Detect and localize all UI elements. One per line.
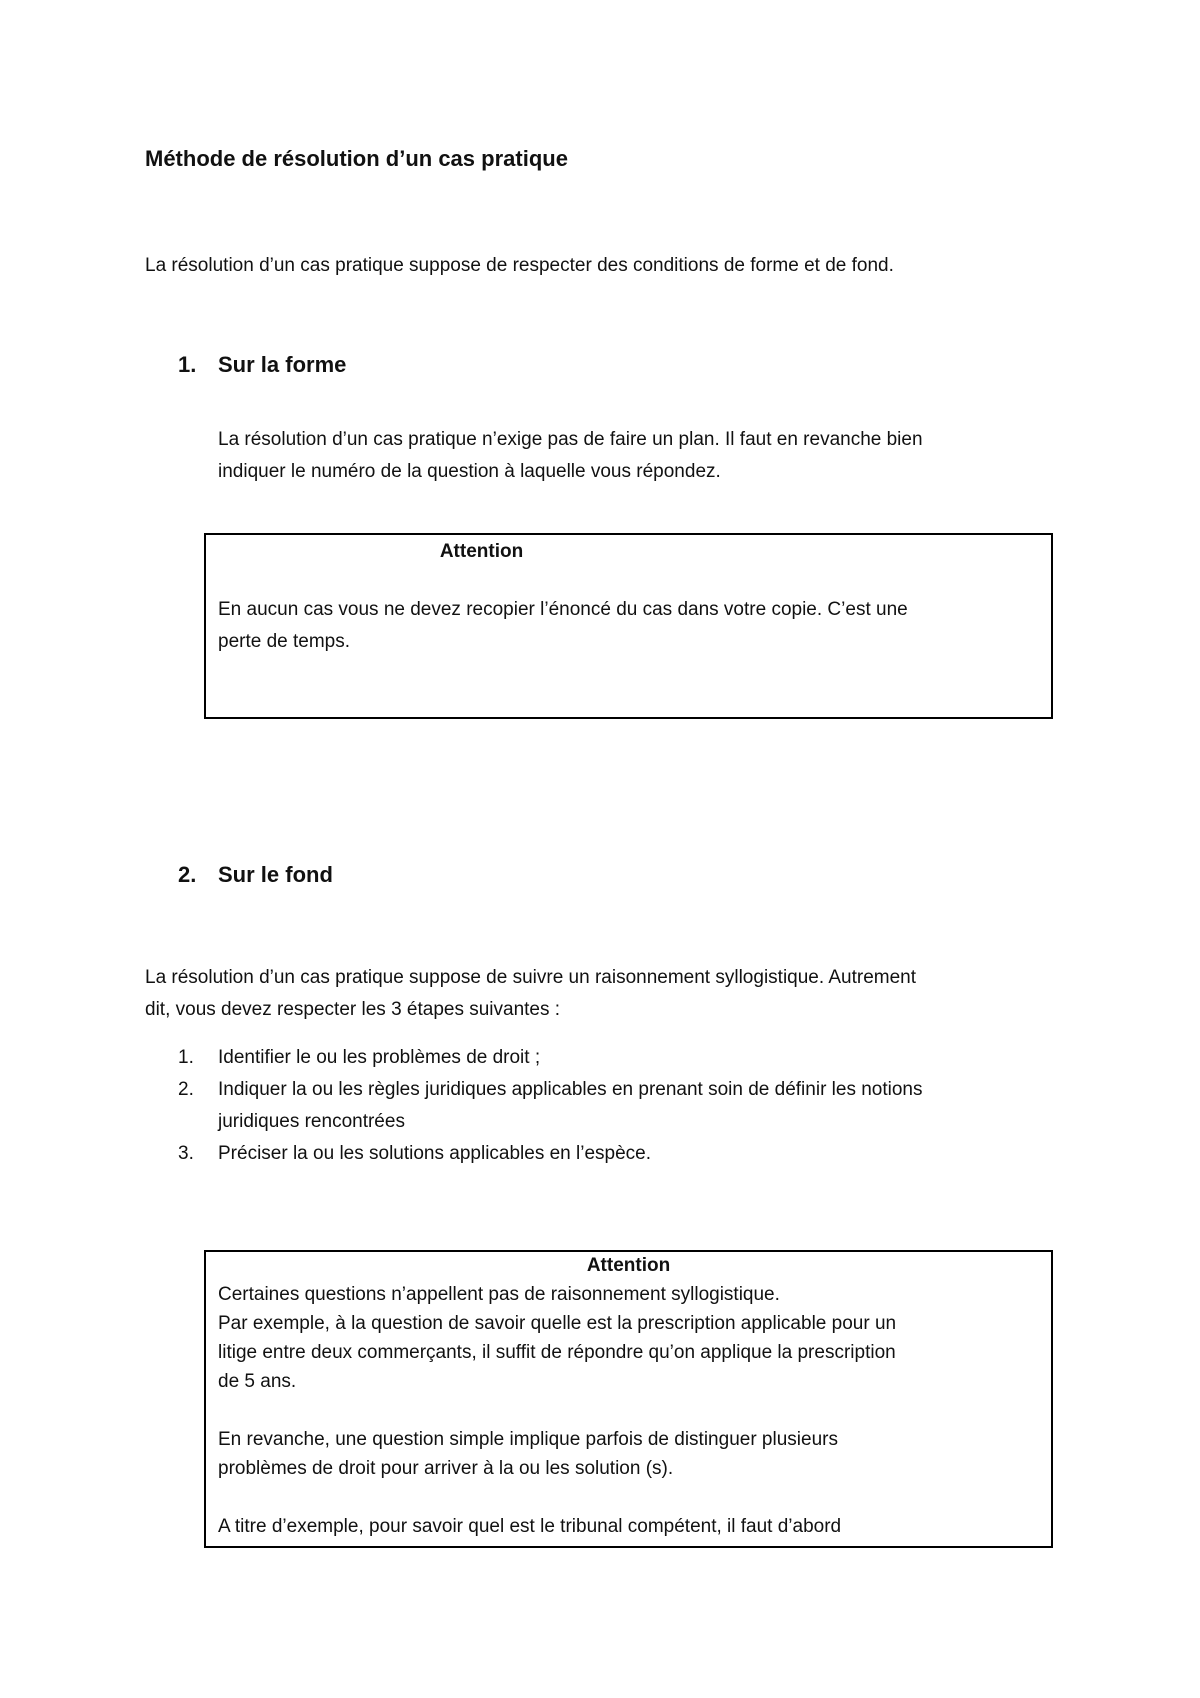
paragraph-line: La résolution d’un cas pratique n’exige pas de faire un plan. Il faut en revanche bien	[218, 429, 923, 450]
section-heading-text: Sur le fond	[218, 862, 333, 887]
attention-box-title: Attention	[586, 1255, 671, 1276]
paragraph-gap	[218, 1483, 896, 1512]
steps-list	[178, 1042, 923, 1170]
list-item-number: 1.	[178, 1047, 194, 1068]
intro-paragraph: La résolution d’un cas pratique suppose de respecter des conditions de forme et de fond.	[145, 255, 894, 276]
list-item-number: 3.	[178, 1143, 194, 1164]
document-title: Méthode de résolution d’un cas pratique	[145, 146, 568, 171]
paragraph-line: La résolution d’un cas pratique suppose de suivre un raisonnement syllogistique. Autrement	[145, 967, 917, 988]
attention-box-body	[218, 1280, 896, 1541]
attention-box-body	[218, 594, 908, 658]
list-item-line: Indiquer la ou les règles juridiques applicables en prenant soin de définir les notions	[218, 1079, 923, 1100]
fond-paragraph	[145, 962, 916, 1026]
forme-paragraph	[218, 424, 923, 488]
box-line: litige entre deux commerçants, il suffit de répondre qu’on applique la prescription	[218, 1342, 896, 1363]
list-item	[178, 1138, 923, 1170]
list-item-line: Identifier le ou les problèmes de droit ;	[218, 1047, 541, 1068]
box-line: de 5 ans.	[218, 1371, 297, 1392]
list-item	[178, 1042, 923, 1074]
list-item-number: 2.	[178, 1079, 194, 1100]
section-heading-forme	[178, 352, 346, 378]
box-line: A titre d’exemple, pour savoir quel est le tribunal compétent, il faut d’abord	[218, 1516, 842, 1537]
section-heading-text: Sur la forme	[218, 352, 347, 377]
section-number: 1.	[178, 352, 197, 377]
box-line: En aucun cas vous ne devez recopier l’énoncé du cas dans votre copie. C’est une	[218, 599, 908, 620]
section-heading-fond	[178, 862, 333, 888]
list-item	[178, 1074, 923, 1138]
paragraph-gap	[218, 1396, 896, 1425]
paragraph-line: indiquer le numéro de la question à laquelle vous répondez.	[218, 461, 721, 482]
box-line: perte de temps.	[218, 631, 351, 652]
box-line: Par exemple, à la question de savoir quelle est la prescription applicable pour un	[218, 1313, 897, 1334]
list-item-line: Préciser la ou les solutions applicables en l’espèce.	[218, 1143, 652, 1164]
box-line: En revanche, une question simple implique parfois de distinguer plusieurs	[218, 1429, 838, 1450]
paragraph-line: dit, vous devez respecter les 3 étapes suivantes :	[145, 999, 561, 1020]
section-number: 2.	[178, 862, 197, 887]
box-line: Certaines questions n’appellent pas de raisonnement syllogistique.	[218, 1284, 780, 1305]
box-line: problèmes de droit pour arriver à la ou les solution (s).	[218, 1458, 674, 1479]
attention-box-title: Attention	[439, 541, 524, 562]
list-item-line: juridiques rencontrées	[218, 1111, 405, 1132]
